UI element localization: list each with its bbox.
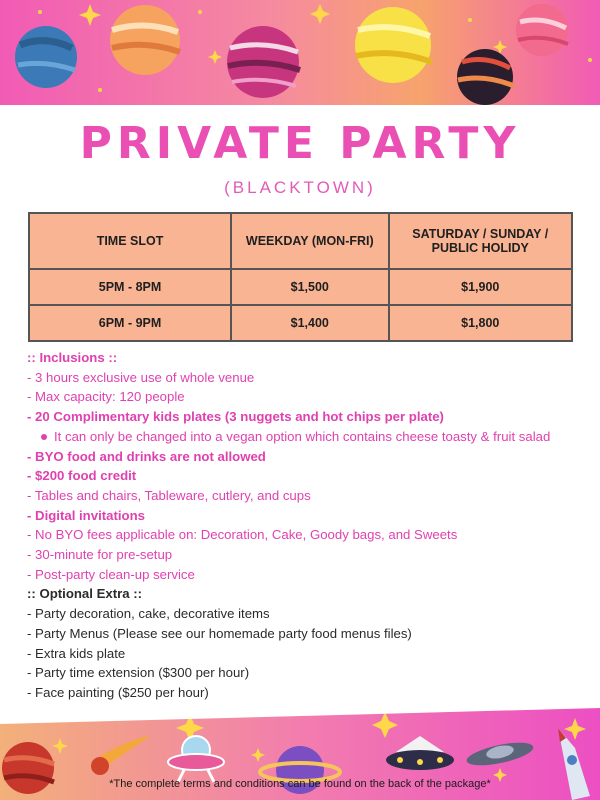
pricing-table	[28, 212, 573, 342]
header-weekday: WEEKDAY (MON-FRI)	[231, 213, 388, 269]
ufo-icon	[386, 736, 454, 770]
top-space-banner	[0, 0, 600, 105]
list-item: - Digital invitations	[27, 507, 145, 523]
list-item: - Extra kids plate	[27, 645, 126, 661]
comet-icon	[90, 736, 150, 775]
weekday-price-cell: $1,400	[231, 305, 388, 341]
terms-note: *The complete terms and conditions can be found on the back of the package*	[109, 778, 491, 790]
table-row	[29, 269, 572, 305]
time-slot-cell: 5PM - 8PM	[29, 269, 231, 305]
list-item: - Party time extension ($300 per hour)	[27, 665, 250, 681]
list-item: - Tables and chairs, Tableware, cutlery, and cups	[27, 487, 311, 503]
location-subtitle: (BLACKTOWN)	[224, 178, 376, 197]
list-item: - 20 Complimentary kids plates (3 nuggets and hot chips per plate)	[27, 409, 444, 425]
list-item: - Party decoration, cake, decorative items	[27, 606, 270, 622]
ufo-icon	[168, 736, 224, 782]
header-weekend: SATURDAY / SUNDAY / PUBLIC HOLIDY	[389, 213, 572, 269]
list-item: - BYO food and drinks are not allowed	[27, 448, 266, 464]
planet-icon	[227, 26, 300, 98]
weekend-price-cell: $1,900	[389, 269, 572, 305]
planet-icon	[15, 26, 77, 88]
table-header-row	[29, 213, 572, 269]
list-item: - Max capacity: 120 people	[27, 389, 185, 405]
list-subitem	[27, 427, 597, 447]
planet-icon	[457, 49, 514, 105]
package-details	[27, 348, 597, 703]
header-time-slot: TIME SLOT	[29, 213, 231, 269]
planet-icon	[110, 5, 180, 75]
weekday-price-cell: $1,500	[231, 269, 388, 305]
planet-icon	[355, 7, 432, 83]
planet-icon	[516, 4, 568, 56]
table-row	[29, 305, 572, 341]
optional-extra-heading: :: Optional Extra ::	[27, 586, 143, 602]
list-item: - Post-party clean-up service	[27, 566, 195, 582]
list-item: - 3 hours exclusive use of whole venue	[27, 369, 255, 385]
vegan-option-note: It can only be changed into a vegan option which contains cheese toasty & fruit salad	[54, 428, 551, 444]
space-decoration	[0, 0, 600, 105]
list-item: - $200 food credit	[27, 468, 137, 484]
list-item: - No BYO fees applicable on: Decoration, Cake, Goody bags, and Sweets	[27, 527, 458, 543]
page-title: PRIVATE PARTY	[79, 118, 521, 169]
list-item: - 30-minute for pre-setup	[27, 547, 173, 563]
weekend-price-cell: $1,800	[389, 305, 572, 341]
list-item: - Party Menus (Please see our homemade party food menus files)	[27, 625, 412, 641]
inclusions-heading: :: Inclusions ::	[27, 350, 118, 365]
bullet-icon	[41, 434, 47, 440]
ufo-icon	[465, 738, 535, 770]
list-item: - Face painting ($250 per hour)	[27, 684, 209, 700]
time-slot-cell: 6PM - 9PM	[29, 305, 231, 341]
